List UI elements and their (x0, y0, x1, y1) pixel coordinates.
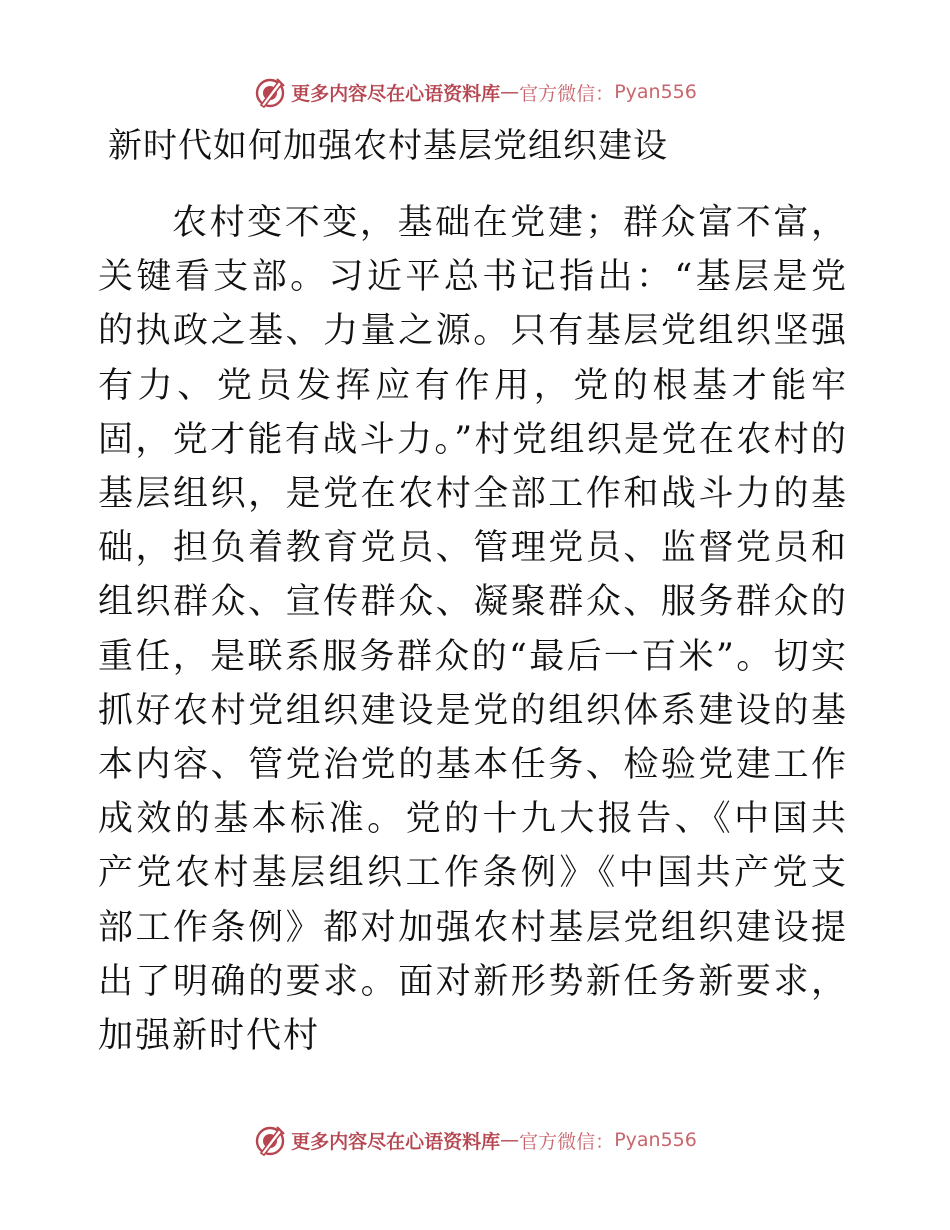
header-separator: — (500, 81, 520, 103)
header-wechat-id: Pyan556 (614, 81, 697, 103)
document-title: 新时代如何加强农村基层党组织建设 (108, 126, 668, 166)
footer-brand-text: 更多内容尽在心语资料库 (291, 1130, 501, 1153)
quill-seal-icon (253, 75, 287, 109)
header-brand-text: 更多内容尽在心语资料库 (291, 82, 501, 105)
quill-seal-icon (253, 1123, 287, 1157)
footer-wechat-id: Pyan556 (614, 1129, 697, 1151)
footer-banner (0, 1120, 950, 1160)
document-paragraph: 农村变不变，基础在党建；群众富不富，关键看支部。习近平总书记指出：“基层是党的执政之基、力量之源。只有基层党组织坚强有力、党员发挥应有作用，党的根基才能牢固，党才能有战斗力。”村党组织是党在农村的基层组织，是党在农村全部工作和战斗力的基础，担负着教育党员、管理党员、监督党员和组织群众、宣传群众、凝聚群众、服务群众的重任，是联系服务群众的“最后一百米”。切实抓好农村党组织建设是党的组织体系建设的基本内容、管党治党的基本任务、检验党建工作成效的基本标准。党的十九大报告、《中国共产党农村基层组织工作条例》《中国共产党支部工作条例》都对加强农村基层党组织建设提出了明确的要求。面对新形势新任务新要求，加强新时代村 (98, 203, 848, 1057)
footer-separator: — (500, 1129, 520, 1151)
header-banner (0, 72, 950, 112)
footer-wechat-label: 官方微信： (519, 1130, 615, 1153)
header-wechat-label: 官方微信： (519, 82, 615, 105)
